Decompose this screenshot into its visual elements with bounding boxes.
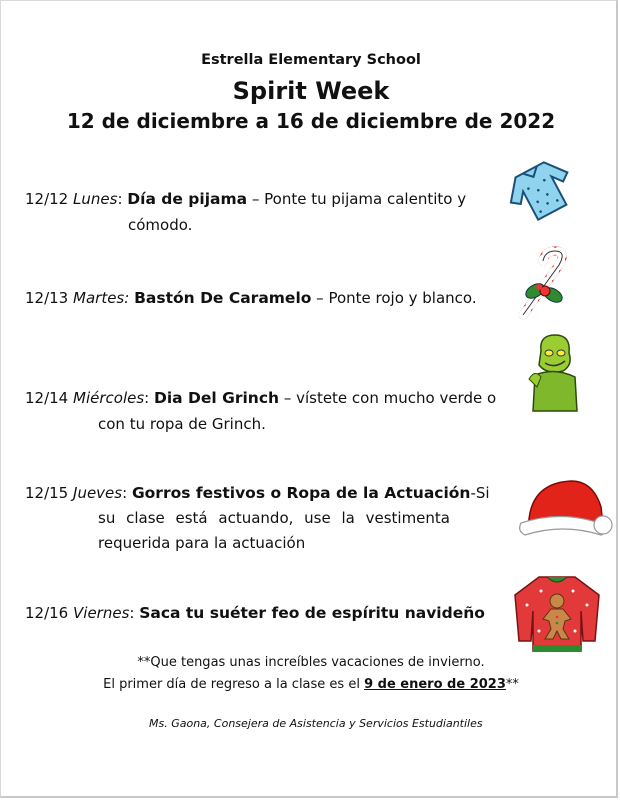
santa-hat-icon	[515, 473, 615, 539]
day-friday-line: 12/16 Viernes: Saca tu suéter feo de espíritu navideño	[25, 604, 485, 622]
day-monday-continuation: cómodo.	[128, 216, 193, 234]
day-date: 12/15	[25, 484, 69, 502]
day-description: -Si	[470, 484, 490, 502]
day-thursday-continuation: su clase está actuando, use la vestimenta	[98, 509, 450, 527]
day-weekday: Lunes	[73, 190, 118, 208]
signature: Ms. Gaona, Consejera de Asistencia y Servicios Estudiantiles	[149, 717, 483, 730]
day-weekday: Jueves	[73, 484, 123, 502]
footer-line-1: **Que tengas unas increíbles vacaciones de invierno.	[137, 655, 485, 670]
day-date: 12/13	[25, 289, 69, 307]
day-wednesday-continuation: con tu ropa de Grinch.	[98, 415, 266, 433]
day-theme: Saca tu suéter feo de espíritu navideño	[139, 604, 485, 622]
day-weekday: Martes:	[73, 289, 130, 307]
day-thursday-continuation-2: requerida para la actuación	[98, 534, 306, 552]
day-theme: Gorros festivos o Ropa de la Actuación	[131, 484, 471, 502]
day-description: – vístete con mucho verde o	[279, 389, 497, 407]
candy-cane-icon	[509, 245, 581, 321]
day-theme: Día de pijama	[127, 190, 248, 208]
day-thursday-line: 12/15 Jueves: Gorros festivos o Ropa de la Actuación-Si	[25, 484, 490, 502]
grinch-icon	[527, 331, 581, 413]
day-date: 12/14	[25, 389, 69, 407]
day-theme: Dia Del Grinch	[153, 389, 280, 407]
day-theme: Bastón De Caramelo	[134, 289, 312, 307]
school-name: Estrella Elementary School	[201, 52, 421, 68]
return-date: 9 de enero de 2023	[364, 677, 506, 692]
footer-asterisks: **	[505, 677, 519, 692]
day-wednesday-line: 12/14 Miércoles: Dia Del Grinch – vístete con mucho verde o	[25, 389, 497, 407]
footer-line-2	[1, 677, 620, 692]
day-tuesday-line	[25, 289, 477, 307]
return-text: El primer día de regreso a la clase es el	[103, 677, 365, 692]
day-weekday: Viernes	[73, 604, 130, 622]
day-weekday: Miércoles	[73, 389, 145, 407]
day-monday-line: 12/12 Lunes: Día de pijama – Ponte tu pijama calentito y	[25, 190, 467, 208]
day-description: – Ponte rojo y blanco.	[311, 289, 477, 307]
page-title: Spirit Week	[232, 77, 390, 105]
day-description: – Ponte tu pijama calentito y	[247, 190, 467, 208]
day-date: 12/16	[25, 604, 69, 622]
ugly-sweater-icon	[511, 571, 603, 655]
date-range: 12 de diciembre a 16 de diciembre de 2022	[66, 109, 556, 133]
pajama-icon	[503, 153, 579, 229]
day-date: 12/12	[25, 190, 69, 208]
